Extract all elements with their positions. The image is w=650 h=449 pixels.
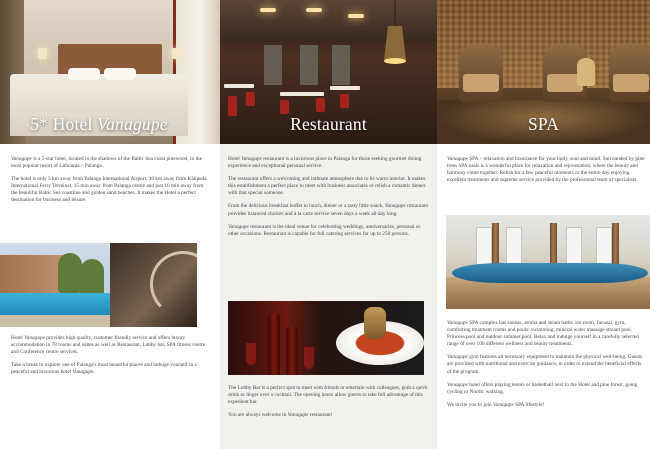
restaurant-paragraph: You are always welcome in Vanagupe restaurant! <box>228 412 333 419</box>
spa-panel <box>437 0 650 449</box>
restaurant-panel <box>220 0 437 449</box>
hotel-panel <box>0 0 220 449</box>
spa-paragraph: Vanagupe SPA – relaxation and luxuriance for your body, soul and mind. Surrounded by pine trees SPA oasis is a wonderful place for relaxation and rejuvenation, where the beauty and harmony come together. Relish for a few peaceful moments or the entire day enjoying excellent treatments and supreme service provided by the professional team of specialists. <box>447 156 645 184</box>
hotel-title: 5* Hotel Vanagupe <box>30 114 168 134</box>
spa-paragraph: We invite you to join Vanagupe SPA lifestyle! <box>447 401 545 408</box>
restaurant-paragraph: Vanagupe restaurant is the ideal venue for celebrating weddings, anniversaries, personal or other occasions. Restaurant is capable for full catering services for up to 250 persons. <box>228 223 421 237</box>
lobby-bar-text <box>228 385 428 425</box>
spa-details-text <box>447 320 645 415</box>
pendant-lamp-icon <box>383 0 407 66</box>
hotel-intro-text <box>11 156 207 211</box>
spa-title: SPA <box>527 114 560 134</box>
restaurant-title: Restaurant <box>290 114 367 134</box>
restaurant-paragraph: Hotel Vanagupe restaurant is a luxurious place in Palanga for those seeking gourmet dining experience and exceptional personal service. <box>228 156 422 170</box>
indoor-pool-photo <box>446 215 650 309</box>
restaurant-paragraph: The Lobby Bar is a perfect spot to meet with friends or entertain with colleagues, grab a quick drink or linger over a cocktail. The opening hours allow guests to take full advantage of this expedient bar. <box>228 385 428 406</box>
spa-paragraph: Vanagupe SPA complex has saunas, aroma and steam baths, ice room, Jacuzzi, gym, comforting treatment rooms and pools: swimming, mineral water massage stream pool. Princess pool and outdoor summer pool. Relax and indulge yourself in a carefully selected range of over 100 different wellness and beauty treatments. <box>447 320 639 348</box>
pool-and-staircase-photo <box>0 243 197 327</box>
restaurant-paragraph: The restaurant offers a welcoming and intimate atmosphere due to its warm interior. It makes this establishment a perfect place to meet with business associates or relish a romantic dinner with that special someone. <box>228 176 426 197</box>
restaurant-text <box>228 156 428 244</box>
wine-and-dish-photo <box>228 301 424 375</box>
restaurant-interior-photo <box>220 0 437 144</box>
hotel-paragraph: Take a break to explore one of Palanga's most beautiful places and indulge yourself in a peaceful and luxurious hotel Vanagupe. <box>11 362 197 376</box>
spa-paragraph: Vanagupe gym features all necessary equipment to maintain the physical well-being. Guests are provided with nutritional and exercise guidance, in order to extend the beneficial effects of the program. <box>447 354 643 375</box>
spa-intro-text <box>447 156 645 190</box>
hotel-paragraph: The hotel is only 5 km away from Palanga International Airport, 30 km away from Klaipeda International Ferry Terminal, 15 min away from Palanga centre and just 10 min away from the beautiful Baltic Sea coastline and golden sand beaches. It makes the Hotel a perfect destination for business and leisure. <box>11 176 207 204</box>
restaurant-paragraph: From the delicious breakfast buffet to lunch, dinner or a tasty little snack, Vanagupe restaurant provides balanced choices and à la carte service seven days a week all day long. <box>228 203 428 217</box>
hotel-services-text <box>11 335 207 382</box>
hotel-paragraph: Vanagupe is a 5-star hotel, located in the shadows of the Baltic Sea coast pinewood, in the most popular resort of Lithuania – Palanga. <box>11 156 202 170</box>
spa-lounge-photo <box>437 0 650 144</box>
hotel-paragraph: Hotel Vanagupe provides high quality, customer friendly service and offers luxury accommodation in 78 rooms and suites as well as Restaurant, Lobby bar, SPA fitness centre and Conference centre services. <box>11 335 206 356</box>
hotel-room-photo <box>0 0 220 144</box>
spa-paragraph: Vanagupe hotel offers playing tennis or basketball next to the Hotel and pine forest, going cycling or Nordic walking. <box>447 381 638 395</box>
